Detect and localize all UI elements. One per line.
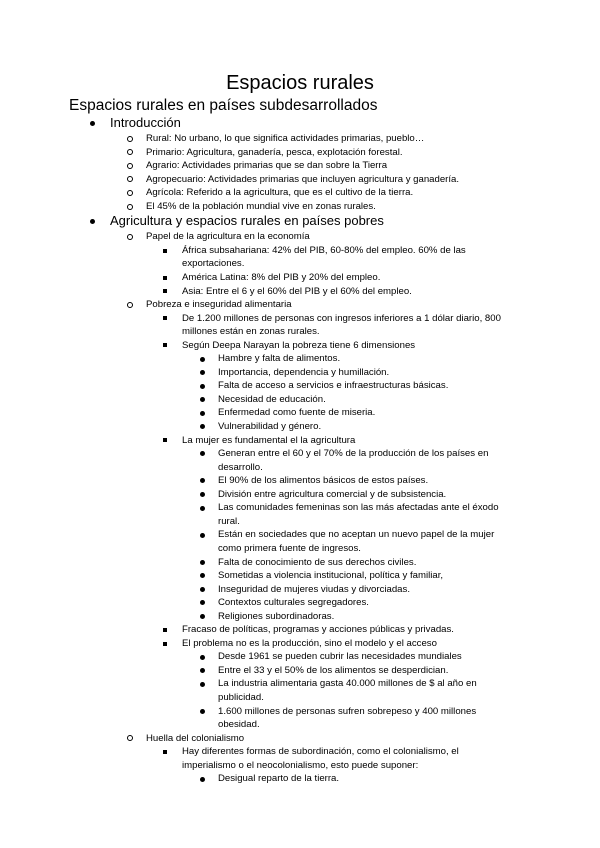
circle-bullet-icon <box>127 136 133 142</box>
disc-bullet-icon <box>200 492 205 497</box>
list-item: Desde 1961 se pueden cubrir las necesidades mundiales <box>218 651 462 663</box>
list-item: Importancia, dependencia y humillación. <box>218 366 390 378</box>
circle-bullet-icon <box>127 234 133 240</box>
disc-bullet-icon <box>200 587 205 592</box>
square-bullet-icon <box>163 249 167 253</box>
disc-bullet-icon <box>200 370 205 375</box>
square-bullet-icon <box>163 628 167 632</box>
circle-bullet-icon <box>127 176 133 182</box>
list-item: El 90% de los alimentos básicos de estos países. <box>218 475 429 487</box>
disc-bullet-icon <box>200 614 205 619</box>
circle-bullet-icon <box>127 204 133 210</box>
list-item: Rural: No urbano, lo que significa actividades primarias, pueblo… <box>146 133 425 144</box>
disc-bullet-icon <box>200 709 205 714</box>
outline-heading: Agricultura y espacios rurales en países pobres <box>110 213 384 229</box>
list-item: Las comunidades femeninas son las más afectadas ante el éxodo <box>218 502 499 514</box>
disc-bullet-icon <box>200 506 205 511</box>
list-item: Contextos culturales segregadores. <box>218 597 369 609</box>
list-item: 1.600 millones de personas sufren sobrepeso y 400 millones <box>218 705 477 717</box>
disc-bullet-icon <box>200 397 205 402</box>
list-item: África subsahariana: 42% del PIB, 60-80% del empleo. 60% de las <box>182 244 466 256</box>
list-item: División entre agricultura comercial y de subsistencia. <box>218 488 447 500</box>
list-item: millones están en zonas rurales. <box>182 326 320 338</box>
list-item: Sometidas a violencia institucional, política y familiar, <box>218 570 444 582</box>
list-item: Huella del colonialismo <box>146 732 245 744</box>
document-subtitle: Espacios rurales en países subdesarrollados <box>69 97 378 114</box>
list-item: exportaciones. <box>182 258 245 270</box>
circle-bullet-icon <box>127 190 133 196</box>
list-item: Falta de conocimiento de sus derechos civiles. <box>218 556 417 568</box>
disc-bullet-icon <box>200 777 205 782</box>
disc-bullet-icon <box>200 573 205 578</box>
disc-bullet-icon <box>200 424 205 429</box>
square-bullet-icon <box>163 642 167 646</box>
circle-bullet-icon <box>127 302 133 308</box>
list-item: El problema no es la producción, sino el modelo y el acceso <box>182 637 437 649</box>
list-item: Vulnerabilidad y género. <box>218 421 322 432</box>
disc-bullet-icon <box>200 478 205 483</box>
disc-bullet-icon <box>90 219 95 224</box>
circle-bullet-icon <box>127 735 133 741</box>
list-item: Agrícola: Referido a la agricultura, que es el cultivo de la tierra. <box>146 187 414 199</box>
disc-bullet-icon <box>200 560 205 565</box>
disc-bullet-icon <box>200 384 205 389</box>
disc-bullet-icon <box>200 668 205 673</box>
square-bullet-icon <box>163 289 167 293</box>
list-item: La industria alimentaria gasta 40.000 millones de $ al año en <box>218 678 477 690</box>
list-item: Primario: Agricultura, ganadería, pesca, explotación forestal. <box>146 146 403 158</box>
list-item: Asia: Entre el 6 y el 60% del PIB y el 60% del empleo. <box>182 285 412 297</box>
list-item: Desigual reparto de la tierra. <box>218 773 340 785</box>
disc-bullet-icon <box>200 655 205 660</box>
list-item: Están en sociedades que no aceptan un nuevo papel de la mujer <box>218 529 495 541</box>
list-item: Según Deepa Narayan la pobreza tiene 6 dimensiones <box>182 339 416 351</box>
square-bullet-icon <box>163 316 167 320</box>
list-item: Falta de acceso a servicios e infraestructuras básicas. <box>218 380 449 392</box>
list-item: América Latina: 8% del PIB y 20% del empleo. <box>182 271 381 283</box>
disc-bullet-icon <box>200 411 205 416</box>
circle-bullet-icon <box>127 163 133 169</box>
list-item: El 45% de la población mundial vive en zonas rurales. <box>146 200 376 212</box>
disc-bullet-icon <box>200 451 205 456</box>
list-item: Agropecuario: Actividades primarias que incluyen agricultura y ganadería. <box>146 173 460 185</box>
square-bullet-icon <box>163 276 167 280</box>
list-item: Entre el 33 y el 50% de los alimentos se desperdician. <box>218 664 449 676</box>
list-item: rural. <box>218 515 240 527</box>
list-item: publicidad. <box>218 692 264 703</box>
document-title: Espacios rurales <box>226 72 374 94</box>
list-item: Pobreza e inseguridad alimentaria <box>146 299 292 311</box>
list-item: desarrollo. <box>218 461 263 473</box>
list-item: Generan entre el 60 y el 70% de la producción de los países en <box>218 448 489 460</box>
list-item: Agrario: Actividades primarias que se dan sobre la Tierra <box>146 160 388 172</box>
disc-bullet-icon <box>90 121 95 126</box>
list-item: Religiones subordinadoras. <box>218 610 335 622</box>
square-bullet-icon <box>163 343 167 347</box>
list-item: obesidad. <box>218 719 260 731</box>
list-item: Hambre y falta de alimentos. <box>218 353 341 365</box>
list-item: Fracaso de políticas, programas y acciones públicas y privadas. <box>182 624 454 636</box>
list-item: Enfermedad como fuente de miseria. <box>218 407 376 419</box>
list-item: Papel de la agricultura en la economía <box>146 231 310 243</box>
list-item: De 1.200 millones de personas con ingresos inferiores a 1 dólar diario, 800 <box>182 312 501 324</box>
list-item: como primera fuente de ingresos. <box>218 542 361 554</box>
circle-bullet-icon <box>127 149 133 155</box>
outline-heading: Introducción <box>110 115 181 130</box>
disc-bullet-icon <box>200 533 205 538</box>
list-item: La mujer es fundamental el la agricultura <box>182 434 356 446</box>
disc-bullet-icon <box>200 357 205 362</box>
square-bullet-icon <box>163 750 167 754</box>
list-item: imperialismo o el neocolonialismo, esto puede suponer: <box>182 759 419 771</box>
list-item: Hay diferentes formas de subordinación, como el colonialismo, el <box>182 746 459 758</box>
list-item: Inseguridad de mujeres viudas y divorciadas. <box>218 583 410 595</box>
square-bullet-icon <box>163 438 167 442</box>
list-item: Necesidad de educación. <box>218 393 326 405</box>
disc-bullet-icon <box>200 600 205 605</box>
disc-bullet-icon <box>200 682 205 687</box>
